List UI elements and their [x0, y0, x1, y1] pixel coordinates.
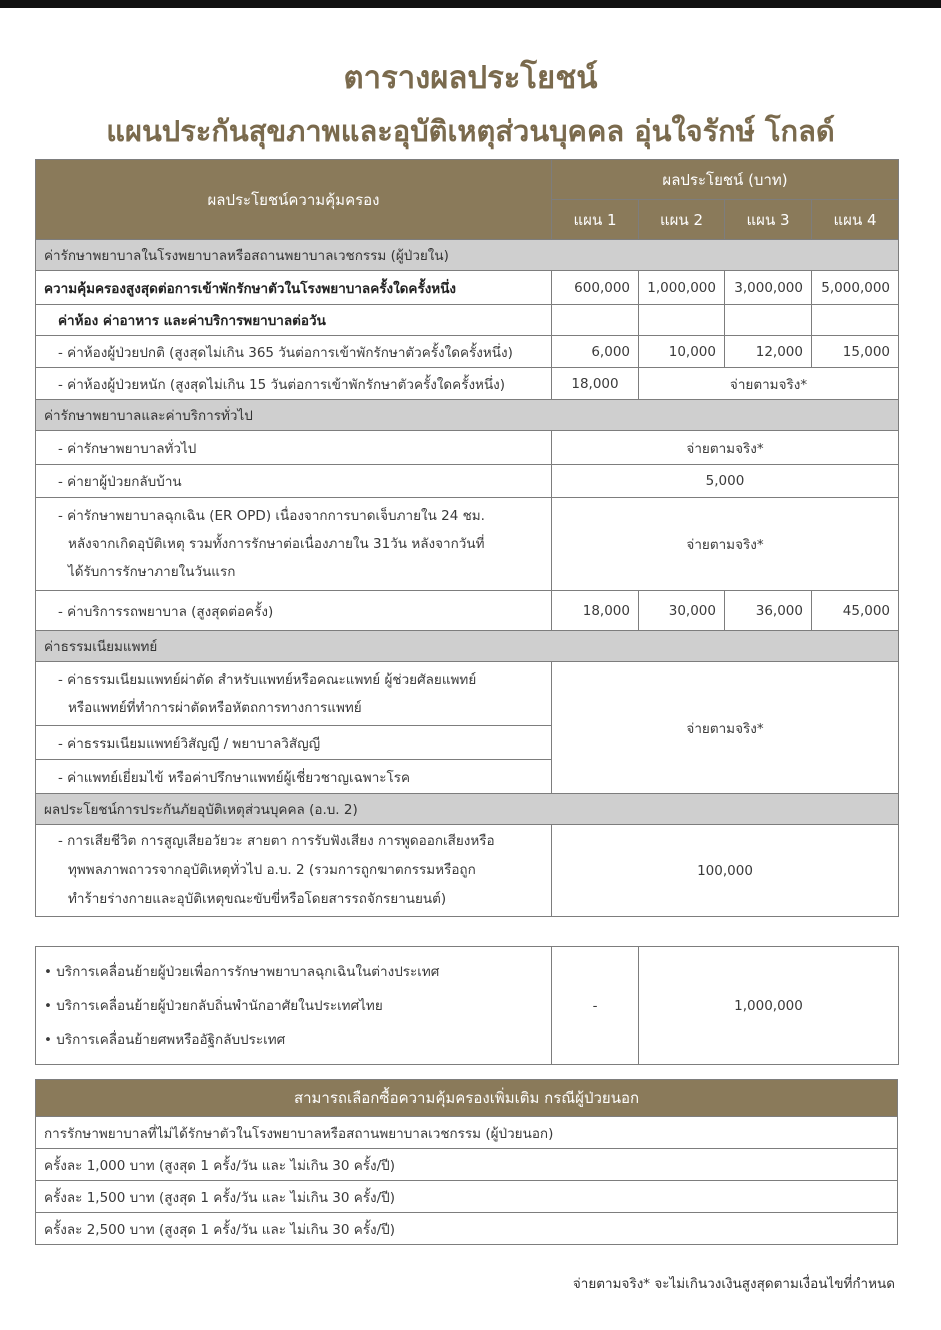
footnote: จ่ายตามจริง* จะไม่เกินวงเงินสูงสุดตามเงื่อนไขที่กำหนด [572, 1276, 895, 1292]
section-title-general: ค่ารักษาพยาบาลและค่าบริการทั่วไป [36, 400, 899, 431]
ambulance-label: - ค่าบริการรถพยาบาล (สูงสุดต่อครั้ง) [36, 591, 552, 631]
evacuation-plan1-value: - [552, 947, 639, 1065]
er-opd-value: จ่ายตามจริง* [552, 498, 899, 591]
evacuation-item: • บริการเคลื่อนย้ายผู้ป่วยเพื่อการรักษาพยาบาลฉุกเฉินในต่างประเทศ [44, 963, 440, 980]
room-normal-label: - ค่าห้องผู้ป่วยปกติ (สูงสุดไม่เกิน 365 วันต่อการเข้าพักรักษาตัวครั้งใดครั้งหนึ่ง) [36, 336, 552, 368]
ambulance-value: 36,000 [725, 591, 812, 631]
section-title-inpatient: ค่ารักษาพยาบาลในโรงพยาบาลหรือสถานพยาบาลเวชกรรม (ผู้ป่วยใน) [36, 240, 899, 271]
coverage-column-header: ผลประโยชน์ความคุ้มครอง [36, 160, 552, 240]
opd-row: ครั้งละ 1,000 บาท (สูงสุด 1 ครั้ง/วัน และ ไม่เกิน 30 ครั้ง/ปี) [36, 1149, 898, 1181]
accident-benefit-label [36, 825, 552, 917]
opd-row: ครั้งละ 2,500 บาท (สูงสุด 1 ครั้ง/วัน และ ไม่เกิน 30 ครั้ง/ปี) [36, 1213, 898, 1245]
room-normal-value: 15,000 [812, 336, 899, 368]
benefit-column-header: ผลประโยชน์ (บาท) [552, 160, 899, 200]
doctor-fees-value: จ่ายตามจริง* [552, 662, 899, 794]
max-coverage-value: 1,000,000 [639, 271, 725, 305]
evacuation-services-list [36, 947, 552, 1065]
general-treatment-value: จ่ายตามจริง* [552, 431, 899, 465]
room-board-label: ค่าห้อง ค่าอาหาร และค่าบริการพยาบาลต่อวัน [36, 305, 552, 336]
accident-benefit-line: ทุพพลภาพถาวรจากอุบัติเหตุทั่วไป อ.บ. 2 (รวมการถูกฆาตกรรมหรือถูก [68, 862, 476, 878]
home-medicine-value: 5,000 [552, 465, 899, 498]
page-title: ตารางผลประโยชน์ [343, 60, 598, 96]
home-medicine-label: - ค่ายาผู้ป่วยกลับบ้าน [36, 465, 552, 498]
max-coverage-value: 3,000,000 [725, 271, 812, 305]
ambulance-value: 45,000 [812, 591, 899, 631]
plan-header: แผน 2 [639, 200, 725, 240]
max-coverage-value: 600,000 [552, 271, 639, 305]
surgeon-fee-line: หรือแพทย์ที่ทำการผ่าตัดหรือหัตถการทางการแพทย์ [68, 699, 362, 716]
ambulance-value: 30,000 [639, 591, 725, 631]
plan-header: แผน 3 [725, 200, 812, 240]
max-coverage-value: 5,000,000 [812, 271, 899, 305]
evacuation-item: • บริการเคลื่อนย้ายผู้ป่วยกลับถิ่นพำนักอาศัยในประเทศไทย [44, 997, 383, 1014]
section-title-doctor-fees: ค่าธรรมเนียมแพทย์ [36, 631, 899, 662]
accident-benefit-line: - การเสียชีวิต การสูญเสียอวัยวะ สายตา การรับฟังเสียง การพูดออกเสียงหรือ [58, 833, 495, 849]
er-opd-line: ได้รับการรักษาภายในวันแรก [68, 564, 236, 580]
plan-header: แผน 1 [552, 200, 639, 240]
surgeon-fee-line: - ค่าธรรมเนียมแพทย์ผ่าตัด สำหรับแพทย์หรือคณะแพทย์ ผู้ช่วยศัลยแพทย์ [58, 671, 477, 688]
er-opd-line: - ค่ารักษาพยาบาลฉุกเฉิน (ER OPD) เนื่องจากการบาดเจ็บภายใน 24 ชม. [58, 508, 485, 524]
accident-benefit-value: 100,000 [552, 825, 899, 917]
accident-benefit-line: ทำร้ายร่างกายและอุบัติเหตุขณะขับขี่หรือโดยสารรถจักรยานยนต์) [68, 891, 447, 907]
max-coverage-label: ความคุ้มครองสูงสุดต่อการเข้าพักรักษาตัวในโรงพยาบาลครั้งใดครั้งหนึ่ง [36, 271, 552, 305]
er-opd-line: หลังจากเกิดอุบัติเหตุ รวมทั้งการรักษาต่อเนื่องภายใน 31วัน หลังจากวันที่ [68, 536, 485, 552]
anesthesia-fee-label: - ค่าธรรมเนียมแพทย์วิสัญญี / พยาบาลวิสัญญี [36, 726, 552, 760]
opd-row: การรักษาพยาบาลที่ไม่ได้รักษาตัวในโรงพยาบาลหรือสถานพยาบาลเวชกรรม (ผู้ป่วยนอก) [36, 1117, 898, 1149]
surgeon-fee-label [36, 662, 552, 726]
er-opd-label [36, 498, 552, 591]
ambulance-value: 18,000 [552, 591, 639, 631]
room-normal-value: 12,000 [725, 336, 812, 368]
room-normal-value: 6,000 [552, 336, 639, 368]
room-icu-other-value: จ่ายตามจริง* [639, 368, 899, 400]
evacuation-other-value: 1,000,000 [639, 947, 899, 1065]
plan-header: แผน 4 [812, 200, 899, 240]
room-normal-value: 10,000 [639, 336, 725, 368]
opd-table [35, 1079, 898, 1245]
opd-row: ครั้งละ 1,500 บาท (สูงสุด 1 ครั้ง/วัน และ ไม่เกิน 30 ครั้ง/ปี) [36, 1181, 898, 1213]
general-treatment-label: - ค่ารักษาพยาบาลทั่วไป [36, 431, 552, 465]
room-icu-plan1-value: 18,000 [552, 368, 639, 400]
evacuation-table [35, 946, 899, 1065]
top-edge-bar [0, 0, 941, 8]
opd-header: สามารถเลือกซื้อความคุ้มครองเพิ่มเติม กรณีผู้ป่วยนอก [36, 1080, 898, 1117]
room-icu-label: - ค่าห้องผู้ป่วยหนัก (สูงสุดไม่เกิน 15 วันต่อการเข้าพักรักษาตัวครั้งใดครั้งหนึ่ง) [36, 368, 552, 400]
doctor-visit-label: - ค่าแพทย์เยี่ยมไข้ หรือค่าปรึกษาแพทย์ผู้เชี่ยวชาญเฉพาะโรค [36, 760, 552, 794]
benefit-table [35, 159, 899, 917]
evacuation-item: • บริการเคลื่อนย้ายศพหรืออัฐิกลับประเทศ [44, 1031, 286, 1048]
page-subtitle: แผนประกันสุขภาพและอุบัติเหตุส่วนบุคคล อุ่นใจรักษ์ โกลด์ [106, 114, 835, 148]
section-title-accident: ผลประโยชน์การประกันภัยอุบัติเหตุส่วนบุคคล (อ.บ. 2) [36, 794, 899, 825]
